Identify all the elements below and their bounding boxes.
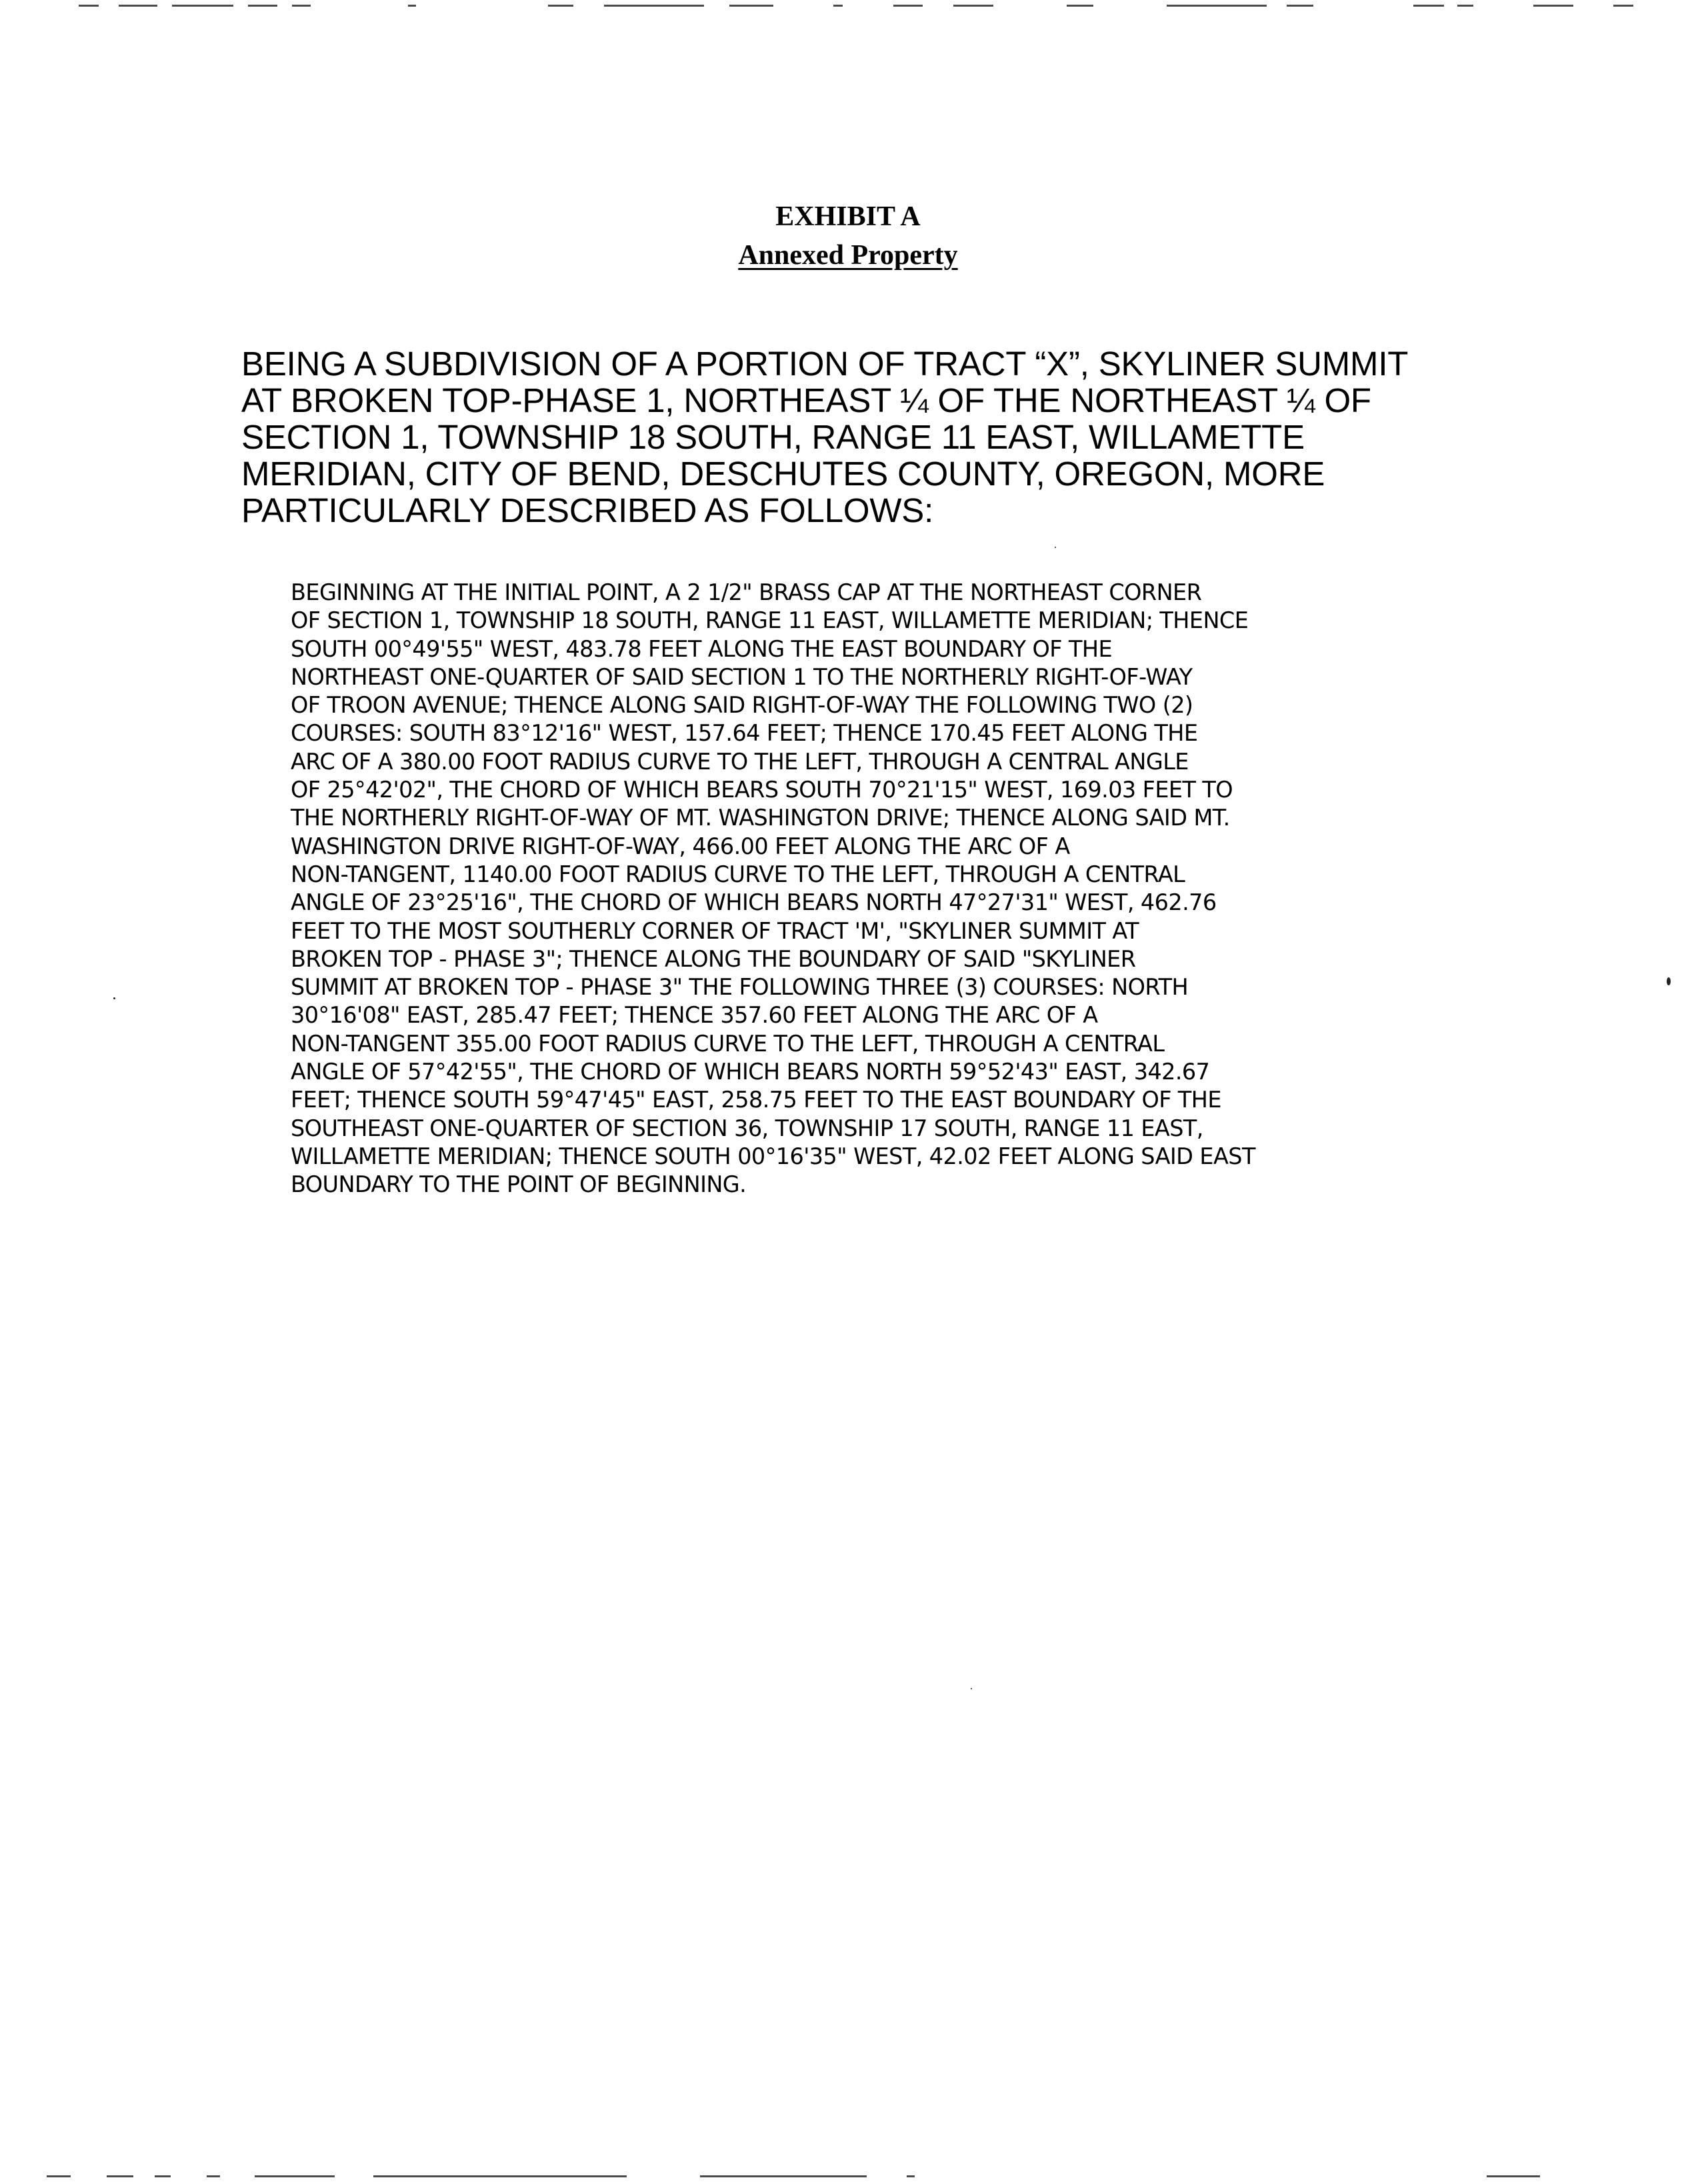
legal-line: ANGLE OF 23°25'16", THE CHORD OF WHICH BEARS NORTH 47°27'31" WEST, 462.76 xyxy=(291,889,1217,916)
exhibit-title: EXHIBIT A xyxy=(775,201,921,232)
exhibit-subtitle: Annexed Property xyxy=(738,240,958,271)
legal-line: BEGINNING AT THE INITIAL POINT, A 2 1/2" BRASS CAP AT THE NORTHEAST CORNER xyxy=(291,579,1202,605)
scan-speck xyxy=(971,1688,972,1689)
exhibit-heading xyxy=(0,197,1696,275)
intro-line: PARTICULARLY DESCRIBED AS FOLLOWS: xyxy=(241,491,934,529)
legal-line: NON-TANGENT 355.00 FOOT RADIUS CURVE TO THE LEFT, THROUGH A CENTRAL xyxy=(291,1030,1165,1057)
scan-speck xyxy=(113,997,115,999)
legal-line: NON-TANGENT, 1140.00 FOOT RADIUS CURVE TO THE LEFT, THROUGH A CENTRAL xyxy=(291,861,1185,887)
legal-line: WASHINGTON DRIVE RIGHT-OF-WAY, 466.00 FEET ALONG THE ARC OF A xyxy=(291,833,1070,859)
legal-line: NORTHEAST ONE-QUARTER OF SAID SECTION 1 TO THE NORTHERLY RIGHT-OF-WAY xyxy=(291,663,1193,690)
legal-line: FEET; THENCE SOUTH 59°47'45" EAST, 258.75 FEET TO THE EAST BOUNDARY OF THE xyxy=(291,1087,1221,1113)
legal-line: OF TROON AVENUE; THENCE ALONG SAID RIGHT-OF-WAY THE FOLLOWING TWO (2) xyxy=(291,692,1193,719)
legal-line: COURSES: SOUTH 83°12'16" WEST, 157.64 FEET; THENCE 170.45 FEET ALONG THE xyxy=(291,720,1198,747)
legal-description xyxy=(291,579,1424,1199)
legal-line: ANGLE OF 57°42'55", THE CHORD OF WHICH BEARS NORTH 59°52'43" EAST, 342.67 xyxy=(291,1059,1210,1085)
legal-line: FEET TO THE MOST SOUTHERLY CORNER OF TRACT 'M', "SKYLINER SUMMIT AT xyxy=(291,917,1139,944)
legal-line: BOUNDARY TO THE POINT OF BEGINNING. xyxy=(291,1171,747,1198)
legal-line: SOUTHEAST ONE-QUARTER OF SECTION 36, TOWNSHIP 17 SOUTH, RANGE 11 EAST, xyxy=(291,1115,1203,1141)
legal-line: OF 25°42'02", THE CHORD OF WHICH BEARS SOUTH 70°21'15" WEST, 169.03 FEET TO xyxy=(291,777,1233,803)
intro-line: MERIDIAN, CITY OF BEND, DESCHUTES COUNTY, OREGON, MORE xyxy=(241,455,1325,493)
scan-artifact-top xyxy=(0,1,1696,11)
intro-line: SECTION 1, TOWNSHIP 18 SOUTH, RANGE 11 EAST, WILLAMETTE xyxy=(241,418,1305,456)
legal-line: SUMMIT AT BROKEN TOP - PHASE 3" THE FOLLOWING THREE (3) COURSES: NORTH xyxy=(291,974,1189,1001)
legal-line: 30°16'08" EAST, 285.47 FEET; THENCE 357.60 FEET ALONG THE ARC OF A xyxy=(291,1002,1098,1029)
legal-line: THE NORTHERLY RIGHT-OF-WAY OF MT. WASHINGTON DRIVE; THENCE ALONG SAID MT. xyxy=(291,805,1230,831)
legal-line: OF SECTION 1, TOWNSHIP 18 SOUTH, RANGE 11 EAST, WILLAMETTE MERIDIAN; THENCE xyxy=(291,607,1249,634)
legal-line: ARC OF A 380.00 FOOT RADIUS CURVE TO THE LEFT, THROUGH A CENTRAL ANGLE xyxy=(291,748,1189,775)
intro-line: BEING A SUBDIVISION OF A PORTION OF TRACT “X”, SKYLINER SUMMIT xyxy=(241,345,1409,383)
legal-line: SOUTH 00°49'55" WEST, 483.78 FEET ALONG THE EAST BOUNDARY OF THE xyxy=(291,635,1113,662)
legal-line: WILLAMETTE MERIDIAN; THENCE SOUTH 00°16'35" WEST, 42.02 FEET ALONG SAID EAST xyxy=(291,1143,1255,1169)
intro-line: AT BROKEN TOP-PHASE 1, NORTHEAST ¼ OF THE NORTHEAST ¼ OF xyxy=(241,381,1371,419)
intro-paragraph xyxy=(241,345,1415,529)
scan-speck xyxy=(1055,547,1056,548)
legal-line: BROKEN TOP - PHASE 3"; THENCE ALONG THE BOUNDARY OF SAID "SKYLINER xyxy=(291,945,1136,972)
scan-artifact-bottom xyxy=(0,2172,1696,2181)
scan-speck xyxy=(1667,977,1671,985)
